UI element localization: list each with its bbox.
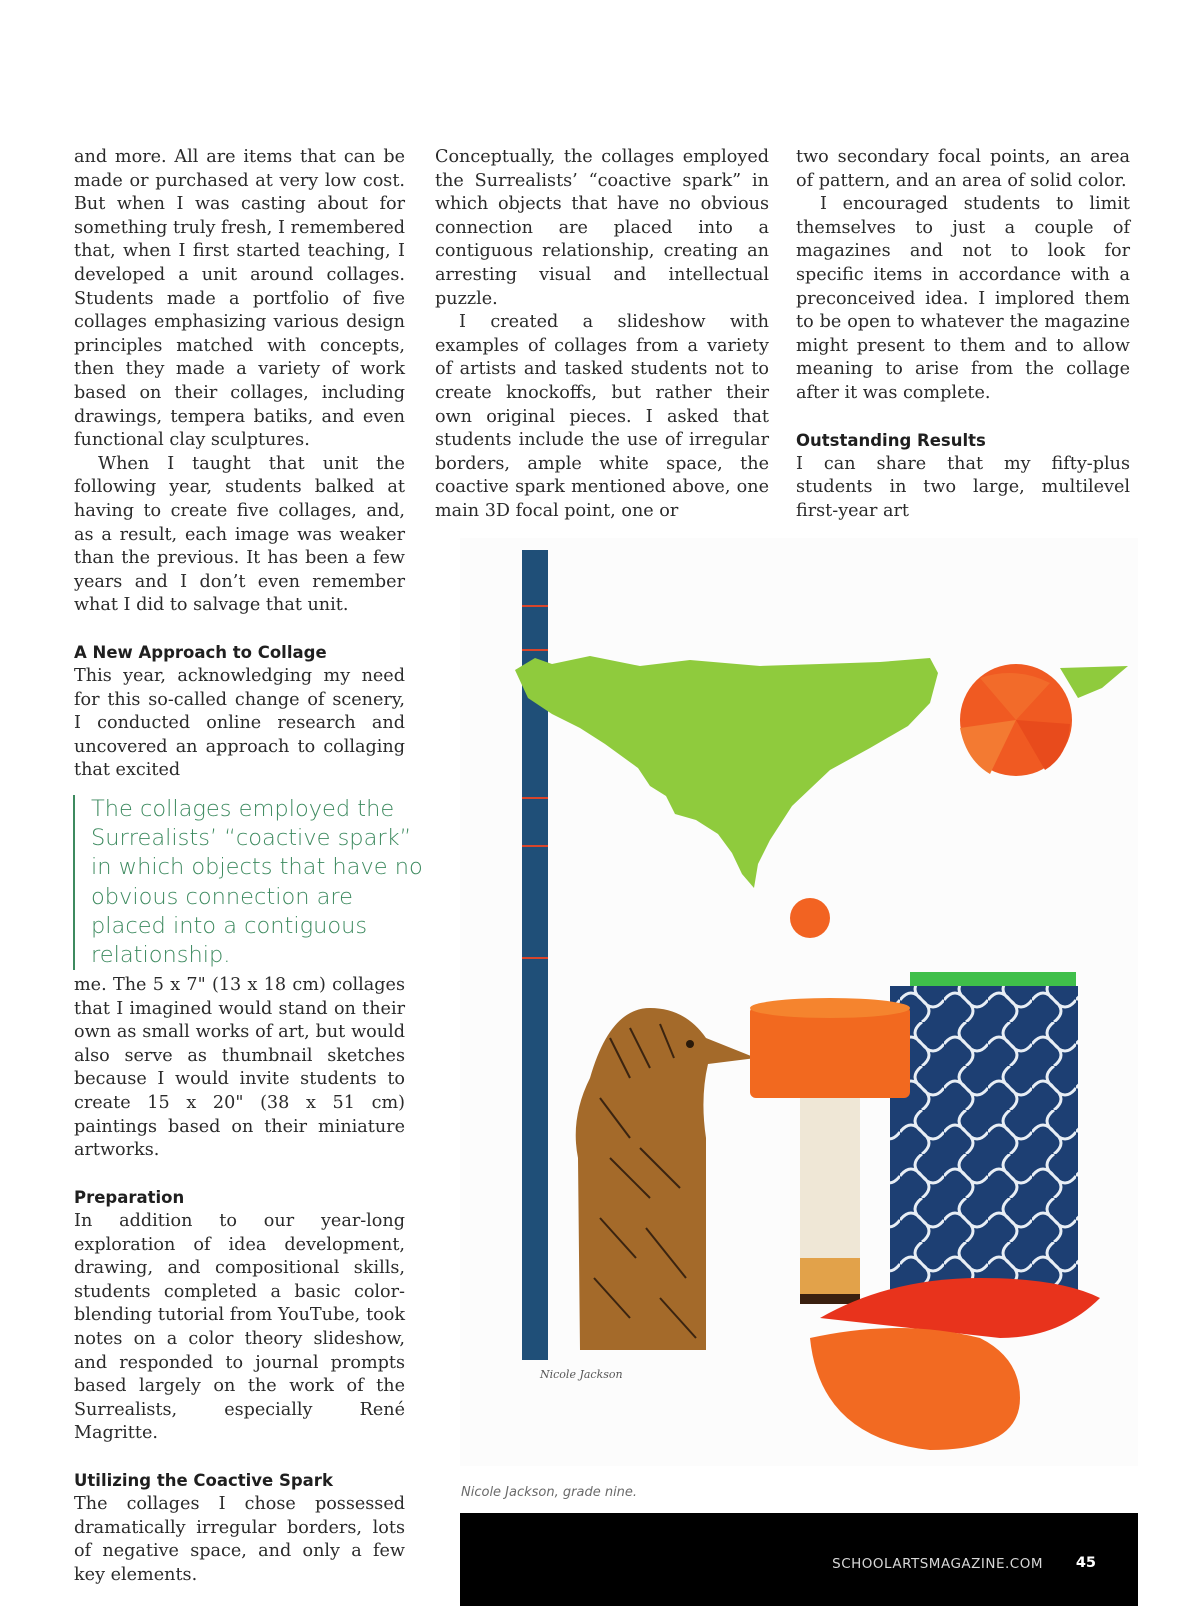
image-caption: Nicole Jackson, grade nine. <box>461 1485 638 1500</box>
body-paragraph: In addition to our year-long exploration of idea development, drawing, and compositional skills, students completed a basic color-blending tutorial from YouTube, took notes on a color theory slideshow, and responded to journal prompts based largely on the work of the Surrealists, especially René Magritte. <box>74 1210 405 1444</box>
column-2 <box>435 146 769 524</box>
orange-cylinder <box>750 998 910 1304</box>
section-heading: Preparation <box>74 1188 185 1208</box>
section-heading: Utilizing the Coactive Spark <box>74 1471 333 1491</box>
section-heading: A New Approach to Collage <box>74 643 327 663</box>
column-1-continued <box>74 974 405 1587</box>
green-corner-shape <box>1060 666 1128 698</box>
page-number: 45 <box>1075 1555 1096 1571</box>
green-band <box>910 972 1076 986</box>
body-paragraph: I can share that my fifty-plus students in two large, multilevel first-year art <box>796 453 1130 521</box>
body-paragraph: Conceptually, the collages employed the Surrealists’ “coactive spark” in which objects that have no obvious connection are placed into a contiguous relationship, creating an arresting visual and intellectual puzzle. <box>435 147 769 309</box>
bird-cutout <box>576 1008 756 1350</box>
trellis-panel <box>890 986 1078 1306</box>
body-paragraph: two secondary focal points, an area of pattern, and an area of solid color. <box>796 147 1130 191</box>
body-paragraph: This year, acknowledging my need for this so-called change of scenery, I conducted online research and uncovered an approach to collaging that excited <box>74 666 405 781</box>
body-paragraph: When I taught that unit the following year, students balked at having to create five collages, and, as a result, each image was weaker than the previous. It has been a few years and I don’t even remember what I did to salvage that unit. <box>74 453 405 616</box>
green-torn-shape <box>515 656 938 888</box>
body-paragraph: and more. All are items that can be made or purchased at very low cost. But when I was casting about for something truly fresh, I remembered that, when I first started teaching, I developed a unit around collages. Students made a portfolio of five collages emphasizing various design principles matched with concepts, then they made a variety of work based on their collages, including drawings, tempera batiks, and even functional clay sculptures. <box>74 147 405 451</box>
column-1 <box>74 146 405 783</box>
orange-ball <box>960 664 1072 776</box>
collage-artwork <box>460 538 1138 1466</box>
pull-quote: The collages employed the Surrealists’ “coactive spark” in which objects that have no obvious connection are placed into a contiguous relationship. <box>73 795 431 970</box>
body-paragraph: I encouraged students to limit themselves to just a couple of magazines and not to look for specific items in accordance with a preconceived idea. I implored them to be open to whatever the magazine might present to them and to allow meaning to arise from the collage after it was complete. <box>796 194 1130 403</box>
page-footer <box>460 1513 1138 1606</box>
orange-bowl-shape <box>810 1278 1100 1450</box>
column-3 <box>796 146 1130 524</box>
artist-signature: Nicole Jackson <box>540 1368 623 1381</box>
body-paragraph: The collages I chose possessed dramatically irregular borders, lots of negative space, and only a few key elements. <box>74 1494 405 1585</box>
body-paragraph: me. The 5 x 7" (13 x 18 cm) collages that I imagined would stand on their own as small works of art, but would also serve as thumbnail sketches because I would invite students to create 15 x 20" (38 x 51 cm) paintings based on their miniature artworks. <box>74 975 405 1161</box>
website-link[interactable]: SCHOOLARTSMAGAZINE.COM <box>832 1556 1043 1572</box>
small-orange-ball <box>790 898 830 938</box>
section-heading: Outstanding Results <box>796 431 986 451</box>
body-paragraph: I created a slideshow with examples of collages from a variety of artists and tasked students not to create knockoffs, but rather their own original pieces. I asked that students include the use of irregular borders, ample white space, the coactive spark mentioned above, one main 3D focal point, one or <box>435 312 769 521</box>
